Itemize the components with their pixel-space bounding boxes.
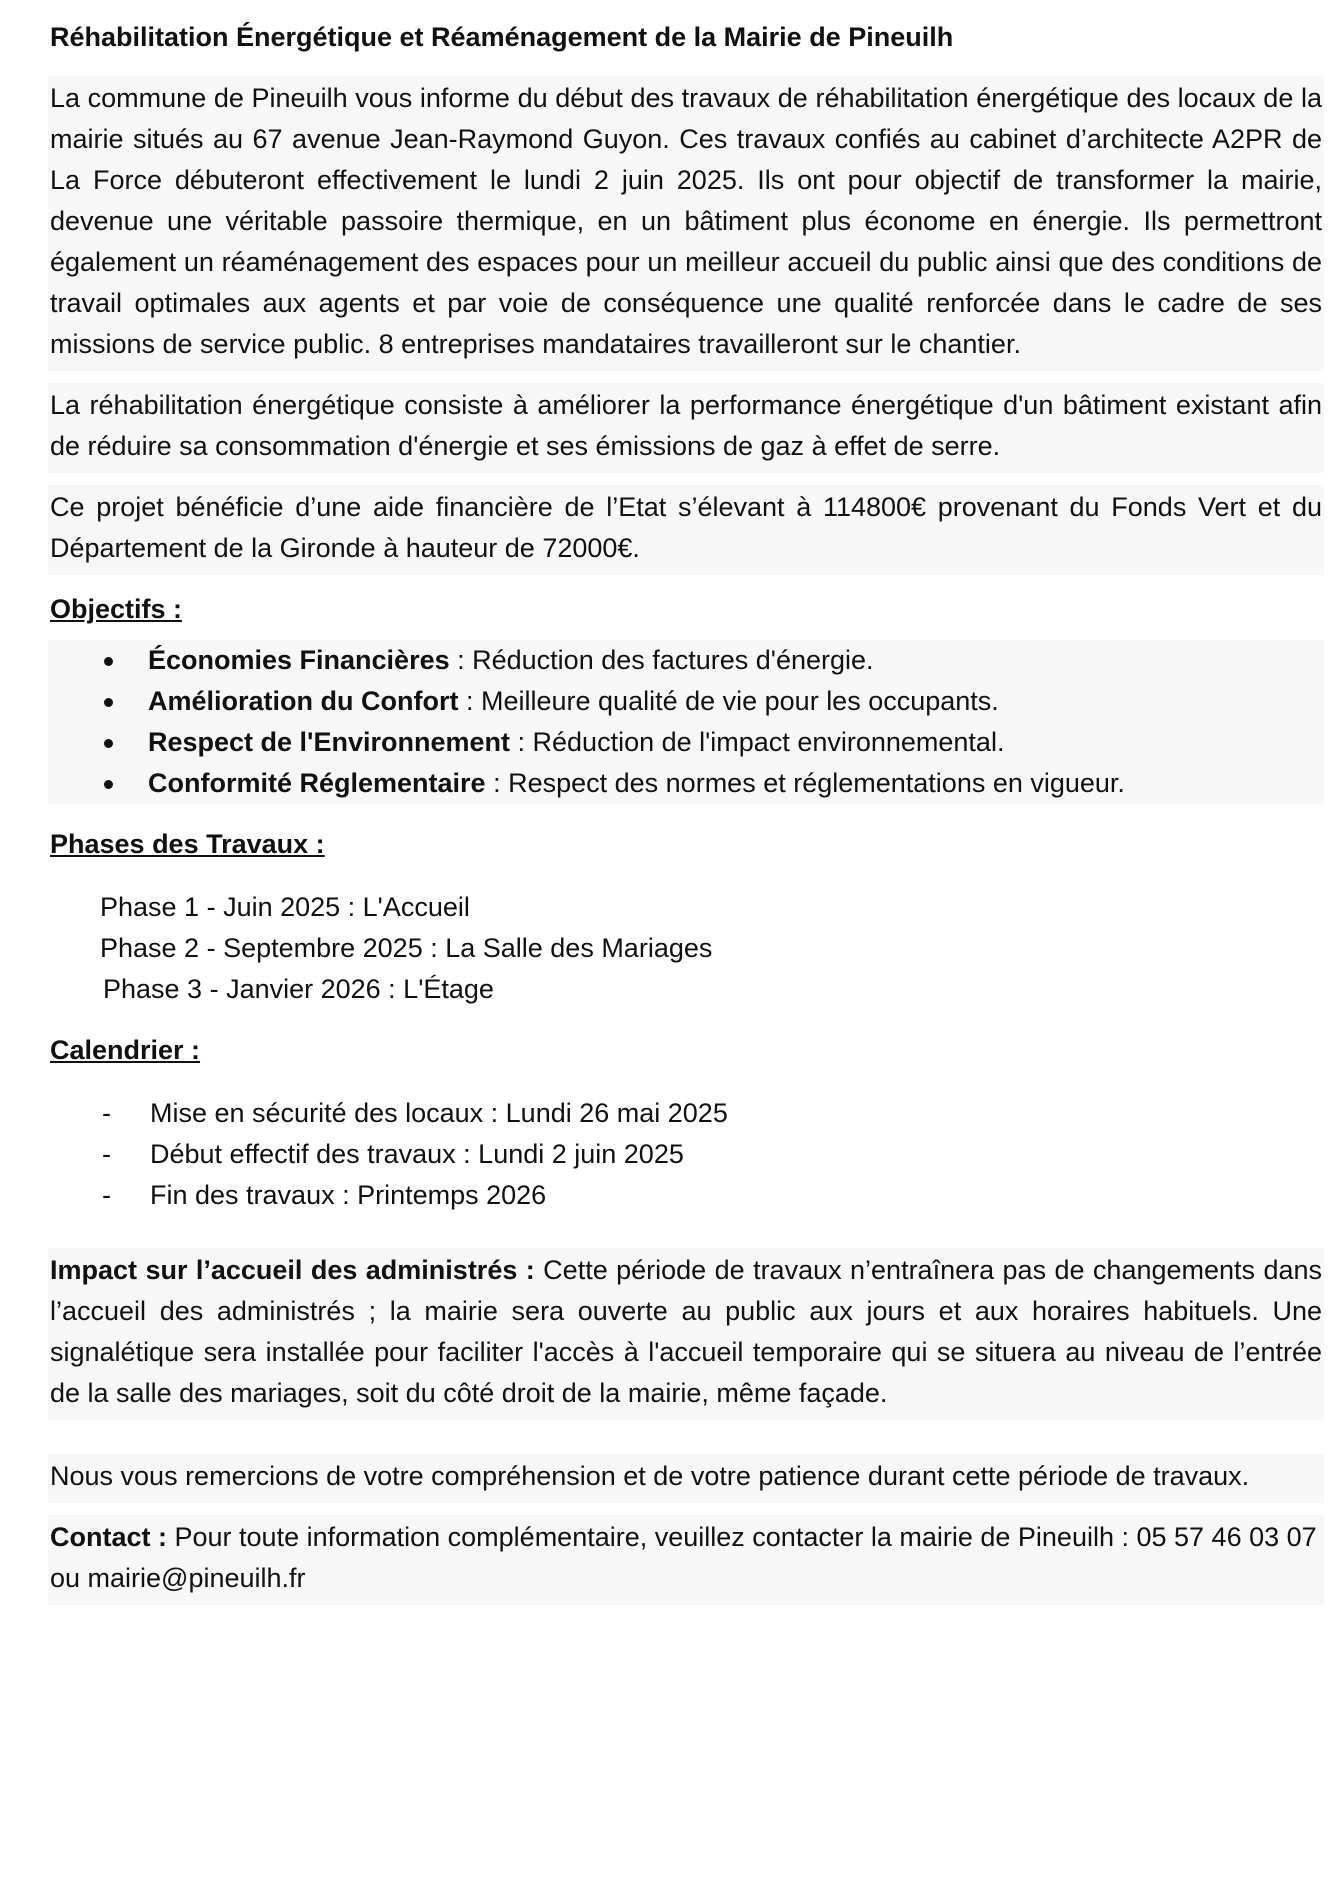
impact-text: Cette période de travaux n’entraînera pas de changements dans l’accueil des administrés ; la mairie sera ouverte au public aux jours et aux horaires habituels. Une signalétique sera installée pour faciliter l'accès à l'accueil temporaire qui se situera au niveau de l’entrée de la salle des mariages, soit du côté droit de la mairie, même façade. xyxy=(50,1255,1322,1408)
spacer xyxy=(48,1432,1324,1454)
list-item xyxy=(48,640,1324,681)
phases-list xyxy=(48,887,1324,1010)
objective-label: Conformité Réglementaire xyxy=(148,768,486,798)
list-item xyxy=(48,681,1324,722)
list-item: - Début effectif des travaux : Lundi 2 juin 2025 xyxy=(48,1134,1324,1175)
objective-text: : Meilleure qualité de vie pour les occupants. xyxy=(458,686,999,716)
contact-label: Contact : xyxy=(50,1522,167,1552)
list-item: - Fin des travaux : Printemps 2026 xyxy=(48,1175,1324,1216)
objective-text: : Réduction de l'impact environnemental. xyxy=(510,727,1005,757)
thanks-paragraph: Nous vous remercions de votre compréhension et de votre patience durant cette période de travaux. xyxy=(48,1454,1324,1503)
contact-paragraph xyxy=(48,1515,1324,1605)
objective-label: Économies Financières xyxy=(148,645,450,675)
calendar-heading: Calendrier : xyxy=(50,1035,201,1065)
impact-label: Impact sur l’accueil des administrés : xyxy=(50,1255,535,1285)
phase-item: Phase 2 - Septembre 2025 : La Salle des Mariages xyxy=(100,933,713,963)
phase-item: Phase 3 - Janvier 2026 : L'Étage xyxy=(103,974,494,1004)
calendar-list xyxy=(48,1093,1324,1216)
phase-item: Phase 1 - Juin 2025 : L'Accueil xyxy=(100,892,470,922)
document-title: Réhabilitation Énergétique et Réaménagement de la Mairie de Pineuilh xyxy=(50,22,954,52)
objective-label: Amélioration du Confort xyxy=(148,686,459,716)
contact-text: Pour toute information complémentaire, veuillez contacter la mairie de Pineuilh : 05 57 46 03 07 ou mairie@pineuilh.fr xyxy=(50,1522,1317,1593)
impact-paragraph xyxy=(48,1248,1324,1420)
objectives-heading: Objectifs : xyxy=(50,594,183,624)
objective-text: : Respect des normes et réglementations en vigueur. xyxy=(485,768,1125,798)
document-page xyxy=(48,16,1324,1617)
list-item xyxy=(48,763,1324,804)
objectives-list xyxy=(48,640,1324,804)
list-item: - Mise en sécurité des locaux : Lundi 26 mai 2025 xyxy=(48,1093,1324,1134)
list-item xyxy=(48,722,1324,763)
phases-heading: Phases des Travaux : xyxy=(50,829,325,859)
objective-text: : Réduction des factures d'énergie. xyxy=(449,645,874,675)
definition-paragraph: La réhabilitation énergétique consiste à améliorer la performance énergétique d'un bâtiment existant afin de réduire sa consommation d'énergie et ses émissions de gaz à effet de serre. xyxy=(48,383,1324,473)
funding-paragraph: Ce projet bénéficie d’une aide financière de l’Etat s’élevant à 114800€ provenant du Fonds Vert et du Département de la Gironde à hauteur de 72000€. xyxy=(48,485,1324,575)
objective-label: Respect de l'Environnement xyxy=(148,727,511,757)
intro-paragraph: La commune de Pineuilh vous informe du début des travaux de réhabilitation énergétique des locaux de la mairie situés au 67 avenue Jean-Raymond Guyon. Ces travaux confiés au cabinet d’architecte A2PR de La Force débuteront effectivement le lundi 2 juin 2025. Ils ont pour objectif de transformer la mairie, devenue une véritable passoire thermique, en un bâtiment plus économe en énergie. Ils permettront également un réaménagement des espaces pour un meilleur accueil du public ainsi que des conditions de travail optimales aux agents et par voie de conséquence une qualité renforcée dans le cadre de ses missions de service public. 8 entreprises mandataires travailleront sur le chantier. xyxy=(48,76,1324,371)
